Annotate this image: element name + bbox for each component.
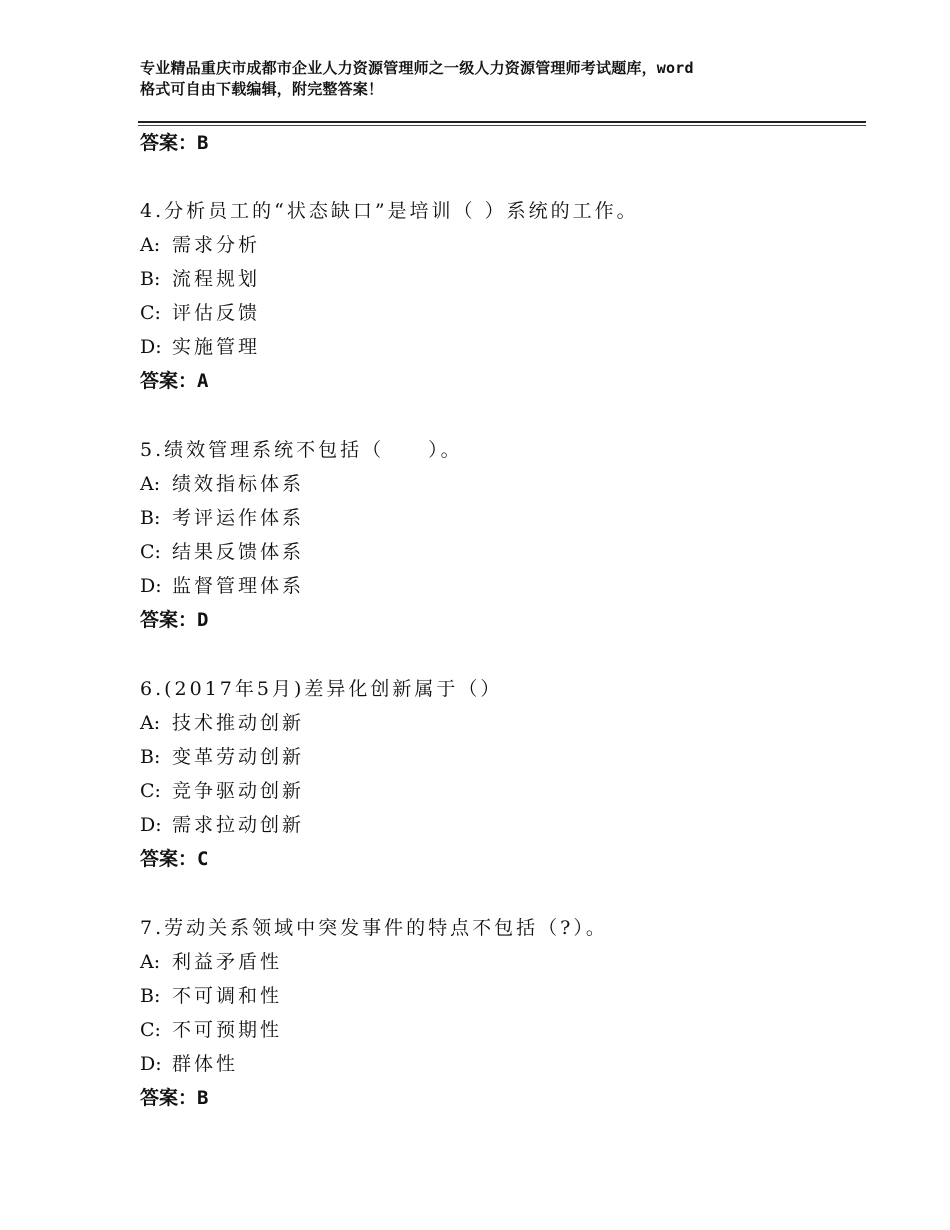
option-label: B:: [140, 746, 161, 768]
option-text: 监督管理体系: [172, 575, 305, 597]
answer-label: 答案：B: [140, 132, 209, 154]
option-b: [140, 506, 860, 540]
option-text: 结果反馈体系: [172, 541, 305, 563]
top-answer-block: [140, 131, 860, 155]
question-block-5: [140, 438, 860, 632]
header-line-1: 专业精品重庆市成都市企业人力资源管理师之一级人力资源管理师考试题库，word: [140, 59, 694, 77]
option-label: C:: [140, 541, 161, 563]
option-text: 技术推动创新: [172, 712, 305, 734]
option-a: [140, 233, 860, 267]
option-a: [140, 472, 860, 506]
option-text: 考评运作体系: [172, 507, 305, 529]
header-divider-thick: [138, 121, 866, 123]
option-text: 竞争驱动创新: [172, 780, 305, 802]
option-label: A:: [140, 951, 161, 973]
option-d: [140, 1052, 860, 1086]
question-stem: 6.(2017年5月)差异化创新属于（）: [140, 678, 503, 700]
answer-label: 答案：D: [140, 609, 209, 631]
header-divider-thin: [138, 125, 866, 126]
option-label: B:: [140, 507, 161, 529]
question-stem: 4.分析员工的“状态缺口”是培训（ ）系统的工作。: [140, 200, 639, 222]
option-a: [140, 711, 860, 745]
answer-label: 答案：A: [140, 370, 209, 392]
option-label: D:: [140, 575, 162, 597]
option-text: 利益矛盾性: [172, 951, 283, 973]
question-stem: 7.劳动关系领域中突发事件的特点不包括（?）。: [140, 917, 608, 939]
option-text: 流程规划: [172, 268, 261, 290]
option-a: [140, 950, 860, 984]
option-c: [140, 301, 860, 335]
option-b: [140, 984, 860, 1018]
question-block-4: [140, 199, 860, 393]
question-block-7: [140, 916, 860, 1110]
option-label: D:: [140, 336, 162, 358]
option-label: C:: [140, 780, 161, 802]
option-d: [140, 335, 860, 369]
option-text: 不可预期性: [172, 1019, 283, 1041]
answer-label: 答案：C: [140, 848, 209, 870]
option-text: 需求拉动创新: [172, 814, 305, 836]
question-block-6: [140, 677, 860, 871]
question-stem: 5.绩效管理系统不包括（ ）。: [140, 439, 463, 461]
option-b: [140, 745, 860, 779]
option-text: 需求分析: [172, 234, 261, 256]
option-label: D:: [140, 814, 162, 836]
option-c: [140, 1018, 860, 1052]
document-header: [140, 58, 840, 100]
option-text: 群体性: [172, 1053, 239, 1075]
option-label: A:: [140, 473, 161, 495]
option-label: B:: [140, 985, 161, 1007]
option-label: A:: [140, 234, 161, 256]
option-c: [140, 540, 860, 574]
option-label: B:: [140, 268, 161, 290]
option-text: 评估反馈: [172, 302, 261, 324]
option-text: 实施管理: [172, 336, 261, 358]
option-text: 变革劳动创新: [172, 746, 305, 768]
option-d: [140, 813, 860, 847]
option-d: [140, 574, 860, 608]
option-c: [140, 779, 860, 813]
option-label: D:: [140, 1053, 162, 1075]
option-label: C:: [140, 302, 161, 324]
option-label: A:: [140, 712, 161, 734]
option-text: 不可调和性: [172, 985, 283, 1007]
header-line-2: 格式可自由下载编辑，附完整答案！: [140, 80, 384, 98]
option-b: [140, 267, 860, 301]
option-label: C:: [140, 1019, 161, 1041]
answer-label: 答案：B: [140, 1087, 209, 1109]
option-text: 绩效指标体系: [172, 473, 305, 495]
